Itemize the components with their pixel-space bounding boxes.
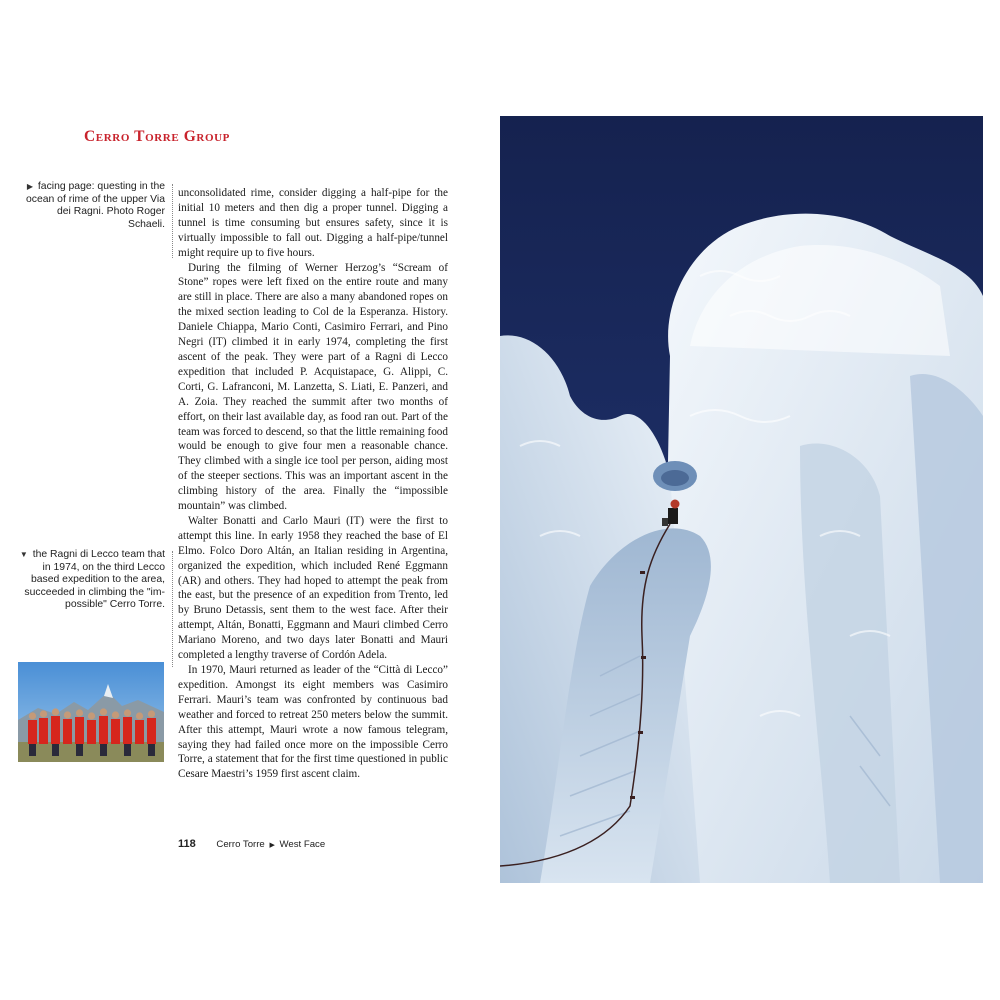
paragraph: Walter Bonatti and Carlo Mauri (IT) were the first to attempt this line. In early 1958 they reached the base of El Elmo. Folco Doro Altán, an Italian residing in Argentina, organized the expedition, which included René Eggmann (AR) and others. They had hoped to attempt the peak from the east, but the presence of an expedition from Trento, led by Bruno Detassis, sent them to the west face. After their attempt, Altán, Bonatti, Eggmann and Mauri climbed Cerro Mariano Moreno, and two days later Bonatti and Mauri completed a lengthy traverse of Cordón Adela. [178,514,448,662]
rime-ice-climbing-photo [500,116,983,883]
sidenote-text: facing page: questing in the ocean of rime of the upper Via dei Ragni. Photo Roger Schaeli. [25,181,165,230]
page-footer [178,838,325,850]
section-heading: Cerro Torre Group [84,128,230,145]
running-head-chapter: West Face [279,839,326,850]
paragraph: In 1970, Mauri returned as leader of the “Città di Lecco” expedition. Amongst its eight members was Casimiro Ferrari. Mauri’s team was confronted by continuous bad weather and forced to retreat 250 meters below the summit. After this attempt, Mauri wrote a now famous telegram, saying they had failed once more on the impossible Cerro Torre, a statement that for the first time questioned in public Cesare Maestri’s 1959 first ascent claim. [178,664,448,781]
right-triangle-icon: ▶ [26,182,34,191]
paragraph: During the filming of Werner Herzog’s “Scream of Stone” ropes were left fixed on the entire route and many are still in place. There are also a many abandoned ropes on the mixed section leading to Col de la Esperanza. History. Daniele Chiappa, Mario Conti, Casimiro Ferrari, and Pino Negri (IT) climbed it in early 1974, completing the first ascent of the peak. They were part of a Ragni di Lecco expedition that included P. Acquistapace, G. Alippi, C. Corti, G. Lafranconi, M. Lanzetta, S. Liati, E. Panzeri, and A. Zoia. They reached the summit after two months of effort, on their last available day, as food ran out. Part of the team was forced to descend, so that the little remaining food would be enough to give four men a reasonable chance. They climbed with a single ice tool per person, aiding most of the steeper sections. This was an important ascent in the climbing history of the area. Finally the “impossible mountain” was climbed. [178,261,448,513]
body-text [178,186,448,782]
dotted-divider [172,551,173,667]
dotted-divider [172,184,173,258]
paragraph: unconsolidated rime, consider digging a half-pipe for the initial 10 meters and then dig a proper tunnel. Digging a tunnel is time consuming but ensures safety, since it is virtually impossible to fall out. Digging a half-pipe/tunnel might require up to five hours. [178,187,448,259]
sidenote-facing-page [18,181,165,231]
down-triangle-icon: ▼ [19,550,28,559]
right-triangle-icon: ▶ [269,842,275,849]
running-head-book: Cerro Torre [216,839,265,850]
sidenote-team-photo [18,549,165,612]
page-number: 118 [178,838,196,850]
sidenote-text: the Ragni di Lecco team that in 1974, on the third Lecco based expedition to the area, succeeded in climbing the "im-possible" Cerro Torre. [24,549,165,610]
team-photo [18,662,164,762]
